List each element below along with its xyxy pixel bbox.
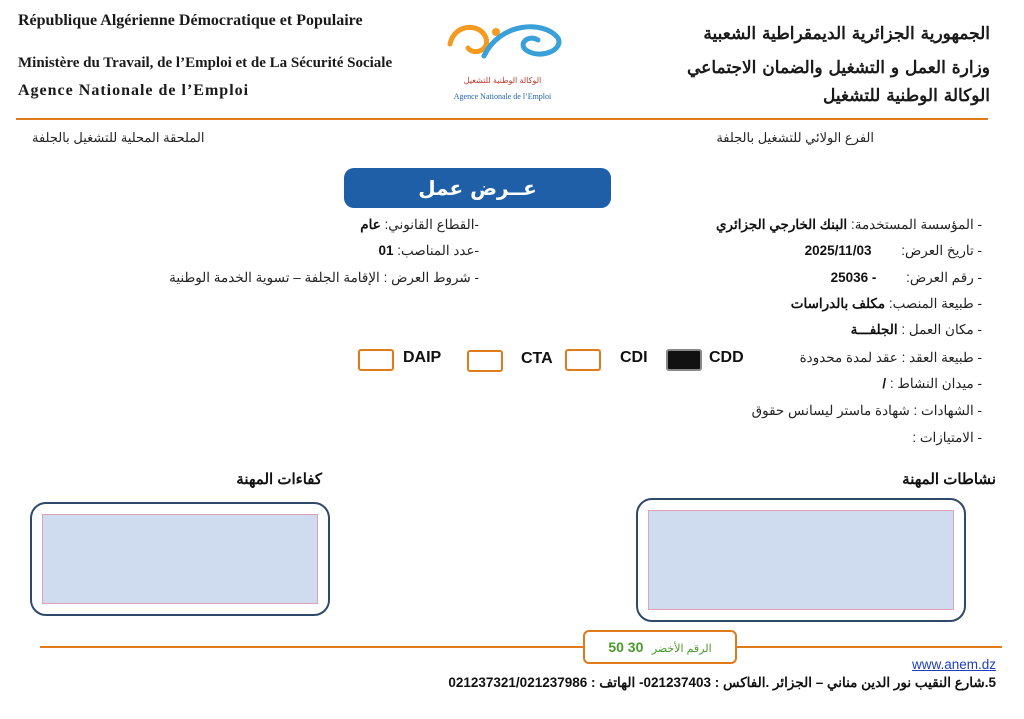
field-value: 2025/11/03 — [804, 243, 872, 258]
label-cdi: CDI — [620, 349, 648, 366]
logo-fr-text: Agence Nationale de l’Emploi — [453, 92, 552, 101]
competencies-panel-content — [42, 514, 318, 604]
footer-divider-left — [40, 646, 583, 648]
field-position — [791, 296, 982, 312]
field-diplomas — [752, 403, 982, 419]
logo-ar-text: الوكالة الوطنية للتشغيل — [463, 76, 542, 85]
field-value: - 25036 — [830, 270, 877, 285]
field-offer-number — [831, 270, 982, 286]
field-label: -القطاع القانوني: — [384, 217, 479, 232]
green-number-value: 30 50 — [608, 639, 644, 655]
header-divider — [16, 118, 988, 120]
website-link[interactable]: www.anem.dz — [911, 657, 996, 672]
field-workplace — [851, 322, 982, 338]
field-employer — [716, 217, 982, 233]
activities-panel-content — [648, 510, 954, 610]
field-offer-date — [805, 243, 982, 259]
footer-address: 5.شارع النقيب نور الدين مناني – الجزائر .الفاكس : 021237403- الهاتف : 021237321/021237986 — [448, 675, 996, 690]
field-value: شهادة ماستر ليسانس حقوق — [751, 403, 910, 418]
field-legal-sector — [360, 217, 479, 233]
field-label: -عدد المناصب: — [397, 243, 479, 258]
label-daip: DAIP — [403, 349, 442, 366]
field-value: مكلف بالدراسات — [790, 296, 886, 311]
anem-logo-icon — [440, 10, 570, 72]
field-label: - مكان العمل : — [901, 322, 982, 337]
field-label: - المؤسسة المستخدمة: — [850, 217, 982, 232]
header-fr-line1: République Algérienne Démocratique et Populaire — [18, 12, 363, 29]
field-activity-domain — [882, 376, 982, 392]
header-fr-line2: Ministère du Travail, de l’Emploi et de La Sécurité Sociale — [18, 55, 393, 71]
field-offer-conditions — [169, 270, 479, 286]
field-label: - شروط العرض : — [383, 270, 479, 285]
field-label: - الامتيازات : — [912, 430, 982, 445]
header-ar-line3: الوكالة الوطنية للتشغيل — [823, 86, 990, 106]
label-cta: CTA — [521, 350, 553, 367]
field-label: - طبيعة العقد : — [901, 350, 982, 365]
header-ar-line2: وزارة العمل و التشغيل والضمان الاجتماعي — [687, 58, 990, 78]
field-value: الجلفـــة — [850, 322, 898, 337]
field-label: - الشهادات : — [913, 403, 982, 418]
field-value: عام — [360, 217, 381, 232]
section-competencies-title: كفاءات المهنة — [236, 471, 322, 488]
checkbox-daip[interactable] — [358, 349, 394, 371]
field-label: - رقم العرض: — [906, 270, 982, 285]
field-contract-nature — [800, 350, 982, 366]
field-value: 01 — [378, 243, 394, 258]
header-ar-line1: الجمهورية الجزائرية الديمقراطية الشعبية — [703, 24, 990, 44]
page-title: عــرض عمل — [344, 168, 611, 208]
checkbox-cdd[interactable] — [666, 349, 702, 371]
green-number-label: الرقم الأخضر — [651, 643, 712, 655]
field-positions-count — [378, 243, 479, 259]
field-value: عقد لمدة محدودة — [799, 350, 898, 365]
field-benefits — [912, 430, 982, 446]
competencies-panel[interactable] — [30, 502, 330, 616]
field-label: - تاريخ العرض: — [901, 243, 982, 258]
field-value: البنك الخارجي الجزائري — [715, 217, 848, 232]
checkbox-cdi[interactable] — [565, 349, 601, 371]
section-activities-title: نشاطات المهنة — [902, 471, 996, 488]
annex-label: الملحقة المحلية للتشغيل بالجلفة — [32, 130, 205, 145]
field-value: / — [882, 376, 887, 391]
field-value: الإقامة الجلفة – تسوية الخدمة الوطنية — [169, 270, 380, 285]
branch-label: الفرع الولائي للتشغيل بالجلفة — [716, 130, 874, 145]
field-label: - طبيعة المنصب: — [888, 296, 982, 311]
field-label: - ميدان النشاط : — [889, 376, 982, 391]
header-fr-line3: Agence Nationale de l’Emploi — [18, 82, 250, 99]
label-cdd: CDD — [709, 349, 744, 366]
checkbox-cta[interactable] — [467, 350, 503, 372]
activities-panel[interactable] — [636, 498, 966, 622]
green-number-box — [583, 630, 737, 664]
footer-divider-right — [735, 646, 1002, 648]
anem-logo — [440, 10, 570, 110]
